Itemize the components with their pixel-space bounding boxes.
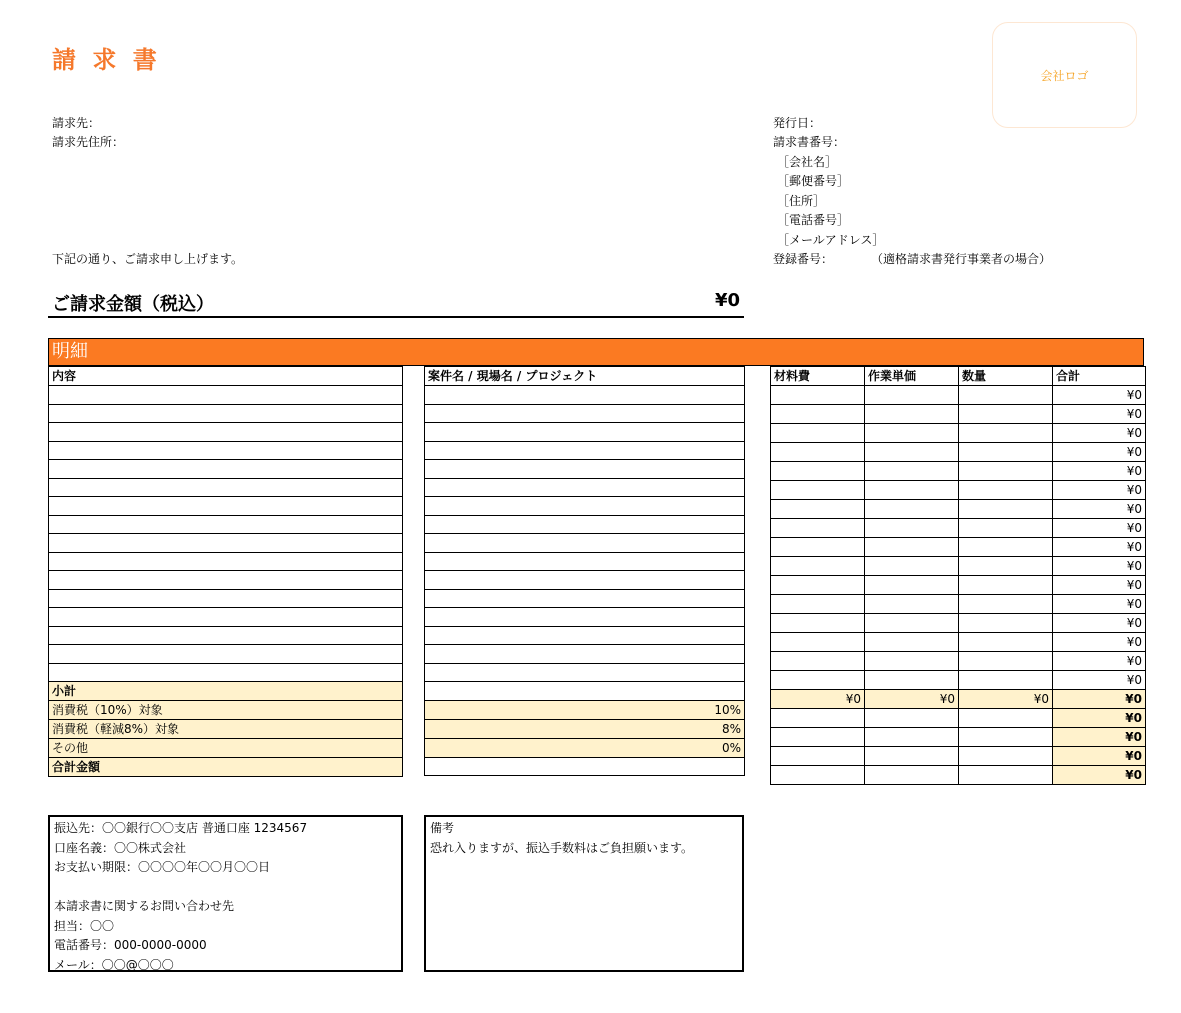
empty-cell [865,747,959,766]
description-cell[interactable] [49,460,403,479]
description-cell[interactable] [49,608,403,627]
notes-title: 備考 [430,821,455,835]
header-row [771,367,1146,386]
unit-price-cell[interactable] [865,519,959,538]
table-row [771,424,1146,443]
table-row [49,534,403,553]
tax-8-row-total: ¥0 [1053,728,1146,747]
empty-cell [865,709,959,728]
quantity-cell[interactable] [959,652,1053,671]
quantity-cell[interactable] [959,595,1053,614]
tax-8-row [771,728,1146,747]
unit-price-cell[interactable] [865,576,959,595]
quantity-cell[interactable] [959,519,1053,538]
description-cell[interactable] [49,534,403,553]
table-row [425,571,745,590]
material-cost-cell[interactable] [771,614,865,633]
description-cell[interactable] [49,552,403,571]
quantity-cell[interactable] [959,443,1053,462]
header-row [425,367,745,386]
table-row [49,497,403,516]
description-cell[interactable] [49,386,403,405]
project-cell[interactable] [425,608,745,627]
material-cost-cell[interactable] [771,652,865,671]
tax-10-row [425,700,745,719]
project-cell[interactable] [425,571,745,590]
empty-cell [771,709,865,728]
account-holder: 口座名義：〇〇株式会社 [54,840,187,855]
row-total-cell: ¥0 [1053,424,1146,443]
material-cost-cell[interactable] [771,424,865,443]
unit-price-cell[interactable] [865,671,959,690]
table-row [49,404,403,423]
bank-account: 振込先：〇〇銀行〇〇支店 普通口座 1234567 [54,821,308,835]
table-row [771,557,1146,576]
invoice-amount-row [48,288,744,318]
unit-price-cell[interactable] [865,557,959,576]
other-row [425,738,745,757]
material-cost-cell[interactable] [771,538,865,557]
description-cell[interactable] [49,404,403,423]
subtotal-row [425,682,745,701]
tax-8-row [49,720,403,739]
empty-cell [771,728,865,747]
company-logo-placeholder [992,22,1137,128]
project-cell[interactable] [425,478,745,497]
row-total-cell: ¥0 [1053,538,1146,557]
row-total-cell: ¥0 [1053,595,1146,614]
intro-message: 下記の通り、ご請求申し上げます。 [52,252,244,266]
phone-placeholder: ［電話番号］ [777,213,850,227]
spacer [54,878,397,898]
unit-price-cell[interactable] [865,633,959,652]
registration-note: （適格請求書発行事業者の場合） [871,252,1052,266]
tax-8-row-rate: 8% [425,719,745,738]
table-row [49,589,403,608]
description-cell[interactable] [49,663,403,682]
invoice-amount-value: ¥0 [714,290,740,311]
company-name-placeholder: ［会社名］ [777,155,838,169]
material-cost-cell[interactable] [771,519,865,538]
notes-box [424,815,744,972]
table-row [49,515,403,534]
material-cost-cell[interactable] [771,481,865,500]
quantity-cell[interactable] [959,386,1053,405]
project-cell[interactable] [425,645,745,664]
other-row [771,747,1146,766]
row-total-cell: ¥0 [1053,500,1146,519]
other-row-rate: 0% [425,738,745,757]
material-cost-cell[interactable] [771,595,865,614]
grand-total-project-cell [425,757,745,776]
row-total-cell: ¥0 [1053,633,1146,652]
quantity-cell[interactable] [959,462,1053,481]
quantity-cell[interactable] [959,424,1053,443]
issue-date-label: 発行日： [773,116,822,130]
project-cell[interactable] [425,552,745,571]
row-total-cell: ¥0 [1053,614,1146,633]
tax-10-row [771,709,1146,728]
unit-price-cell[interactable] [865,481,959,500]
description-cell[interactable] [49,645,403,664]
row-total-cell: ¥0 [1053,386,1146,405]
table-row [771,462,1146,481]
material-cost-cell[interactable] [771,671,865,690]
table-row [771,614,1146,633]
description-cell[interactable] [49,423,403,442]
subtotal-quantity: ¥0 [959,690,1053,709]
table-row [49,626,403,645]
column-header-quantity: 数量 [959,367,1053,386]
description-cell[interactable] [49,478,403,497]
description-cell[interactable] [49,515,403,534]
row-total-cell: ¥0 [1053,671,1146,690]
column-header-material-cost: 材料費 [771,367,865,386]
unit-price-cell[interactable] [865,652,959,671]
table-row [425,645,745,664]
table-row [771,519,1146,538]
material-cost-cell[interactable] [771,633,865,652]
material-cost-cell[interactable] [771,405,865,424]
other-row-label: その他 [49,739,403,758]
table-row [771,481,1146,500]
details-section-header: 明細 [48,338,1144,366]
table-row [425,460,745,479]
address-placeholder: ［住所］ [777,194,826,208]
unit-price-cell[interactable] [865,538,959,557]
subtotal-unit-price: ¥0 [865,690,959,709]
unit-price-cell[interactable] [865,424,959,443]
grand-total-row [425,757,745,776]
project-cell[interactable] [425,497,745,516]
unit-price-cell[interactable] [865,614,959,633]
table-row [425,534,745,553]
details-description-column [48,366,403,777]
grand-total-row [771,766,1146,785]
subtotal-project-cell [425,682,745,701]
email-placeholder: ［メールアドレス］ [777,233,885,247]
material-cost-cell[interactable] [771,500,865,519]
material-cost-cell[interactable] [771,443,865,462]
empty-cell [865,728,959,747]
row-total-cell: ¥0 [1053,443,1146,462]
tax-8-row [425,719,745,738]
subtotal-row [771,690,1146,709]
table-row [771,633,1146,652]
other-row [49,739,403,758]
project-cell[interactable] [425,626,745,645]
table-row [425,497,745,516]
logo-label: 会社ロゴ [1040,68,1089,83]
table-row [425,589,745,608]
empty-cell [959,728,1053,747]
subtotal-row [49,682,403,701]
project-cell[interactable] [425,589,745,608]
project-cell[interactable] [425,404,745,423]
quantity-cell[interactable] [959,481,1053,500]
empty-cell [959,747,1053,766]
quantity-cell[interactable] [959,633,1053,652]
table-row [425,478,745,497]
project-cell[interactable] [425,386,745,405]
subtotal-label: 小計 [49,682,403,701]
bill-to-address-label: 請求先住所： [52,135,125,149]
table-row [425,441,745,460]
table-row [425,404,745,423]
table-row [425,386,745,405]
material-cost-cell[interactable] [771,386,865,405]
column-header-project: 案件名 / 現場名 / プロジェクト [425,367,745,386]
details-project-column [424,366,745,776]
table-row [425,663,745,682]
quantity-cell[interactable] [959,576,1053,595]
column-header-unit-price: 作業単価 [865,367,959,386]
table-row [49,645,403,664]
payment-info-box [48,815,403,972]
unit-price-cell[interactable] [865,386,959,405]
project-cell[interactable] [425,515,745,534]
project-cell[interactable] [425,460,745,479]
table-row [49,571,403,590]
contact-phone: 電話番号：000-0000-0000 [54,938,207,952]
table-row [49,608,403,627]
contact-title: 本請求書に関するお問い合わせ先 [54,899,235,913]
notes-text: 恐れ入りますが、振込手数料はご負担願います。 [430,840,694,855]
table-row [425,552,745,571]
table-row [49,478,403,497]
postal-code-placeholder: ［郵便番号］ [777,174,850,188]
column-header-total: 合計 [1053,367,1146,386]
empty-cell [865,766,959,785]
unit-price-cell[interactable] [865,462,959,481]
description-cell[interactable] [49,441,403,460]
payment-deadline: お支払い期限：〇〇〇〇年〇〇月〇〇日 [54,860,271,874]
row-total-cell: ¥0 [1053,519,1146,538]
empty-cell [771,747,865,766]
table-row [771,671,1146,690]
table-row [425,423,745,442]
table-row [771,595,1146,614]
quantity-cell[interactable] [959,614,1053,633]
column-header-description: 内容 [49,367,403,386]
table-row [49,386,403,405]
table-row [49,423,403,442]
row-total-cell: ¥0 [1053,405,1146,424]
invoice-amount-label: ご請求金額（税込） [52,294,214,315]
quantity-cell[interactable] [959,557,1053,576]
empty-cell [959,709,1053,728]
row-total-cell: ¥0 [1053,576,1146,595]
tax-8-row-label: 消費税（軽減8%）対象 [49,720,403,739]
contact-person: 担当：〇〇 [54,918,115,933]
tax-10-row-label: 消費税（10%）対象 [49,701,403,720]
unit-price-cell[interactable] [865,595,959,614]
material-cost-cell[interactable] [771,462,865,481]
material-cost-cell[interactable] [771,576,865,595]
description-cell[interactable] [49,571,403,590]
header-row [49,367,403,386]
table-row [49,460,403,479]
description-cell[interactable] [49,589,403,608]
table-row [49,441,403,460]
table-row [425,608,745,627]
table-row [425,515,745,534]
contact-email: メール：〇〇@〇〇〇 [54,957,174,972]
row-total-cell: ¥0 [1053,557,1146,576]
row-total-cell: ¥0 [1053,481,1146,500]
bill-to-label: 請求先： [52,116,101,130]
subtotal-material-cost: ¥0 [771,690,865,709]
table-row [771,386,1146,405]
table-row [49,663,403,682]
quantity-cell[interactable] [959,500,1053,519]
tax-10-row [49,701,403,720]
quantity-cell[interactable] [959,538,1053,557]
project-cell[interactable] [425,441,745,460]
unit-price-cell[interactable] [865,405,959,424]
empty-cell [959,766,1053,785]
quantity-cell[interactable] [959,405,1053,424]
unit-price-cell[interactable] [865,443,959,462]
table-row [425,626,745,645]
registration-number-label: 登録番号： [773,252,834,266]
table-row [771,443,1146,462]
table-row [771,538,1146,557]
invoice-number-label: 請求書番号： [773,135,846,149]
description-cell[interactable] [49,626,403,645]
tax-10-row-rate: 10% [425,700,745,719]
other-row-total: ¥0 [1053,747,1146,766]
document-title: 請 求 書 [52,46,161,74]
table-row [771,500,1146,519]
row-total-cell: ¥0 [1053,462,1146,481]
subtotal-total: ¥0 [1053,690,1146,709]
grand-total-value: ¥0 [1053,766,1146,785]
grand-total-row [49,758,403,777]
description-cell[interactable] [49,497,403,516]
tax-10-row-total: ¥0 [1053,709,1146,728]
material-cost-cell[interactable] [771,557,865,576]
table-row [49,552,403,571]
details-amount-columns [770,366,1146,785]
project-cell[interactable] [425,423,745,442]
project-cell[interactable] [425,534,745,553]
grand-total-label: 合計金額 [49,758,403,777]
project-cell[interactable] [425,663,745,682]
empty-cell [771,766,865,785]
quantity-cell[interactable] [959,671,1053,690]
table-row [771,405,1146,424]
row-total-cell: ¥0 [1053,652,1146,671]
table-row [771,652,1146,671]
table-row [771,576,1146,595]
unit-price-cell[interactable] [865,500,959,519]
